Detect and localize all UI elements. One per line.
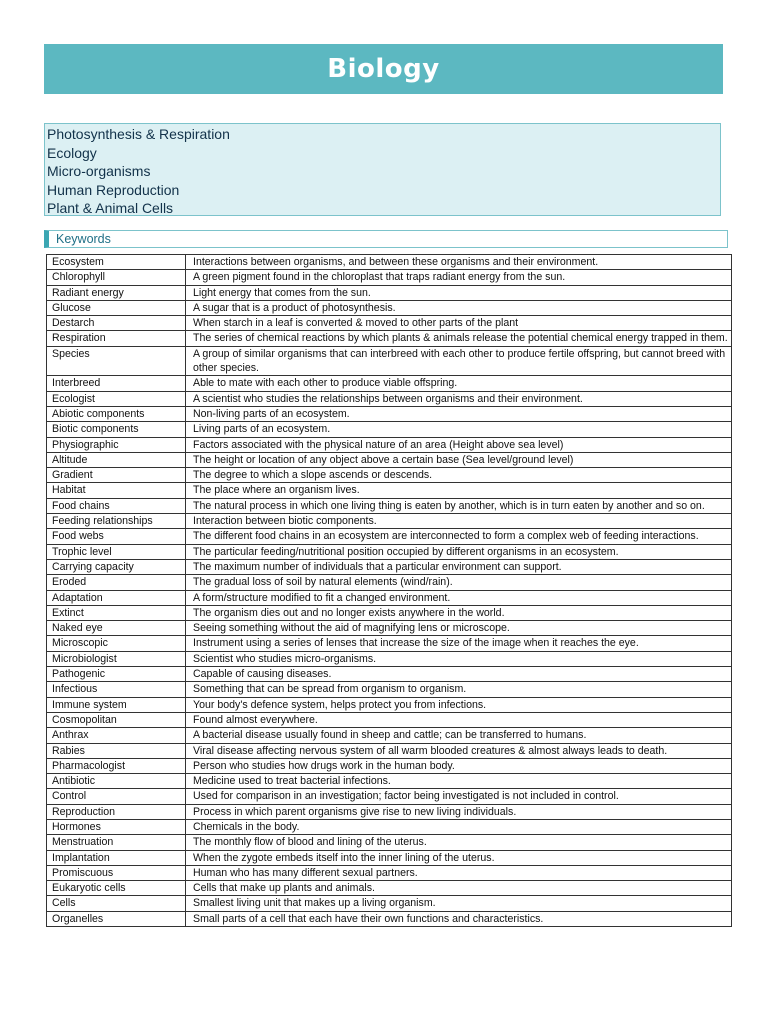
topic-item: Plant & Animal Cells bbox=[47, 200, 174, 217]
table-row bbox=[47, 300, 732, 315]
table-row bbox=[47, 483, 732, 498]
keywords-header bbox=[44, 230, 728, 248]
keyword-term: Gradient bbox=[47, 468, 186, 483]
table-row bbox=[47, 346, 732, 376]
keyword-term: Feeding relationships bbox=[47, 514, 186, 529]
keyword-definition: Light energy that comes from the sun. bbox=[186, 285, 732, 300]
table-row bbox=[47, 728, 732, 743]
table-row bbox=[47, 636, 732, 651]
keyword-term: Carrying capacity bbox=[47, 559, 186, 574]
keyword-term: Control bbox=[47, 789, 186, 804]
table-row bbox=[47, 697, 732, 712]
table-row bbox=[47, 819, 732, 834]
keyword-term: Reproduction bbox=[47, 804, 186, 819]
keyword-term: Microscopic bbox=[47, 636, 186, 651]
keyword-term: Immune system bbox=[47, 697, 186, 712]
keyword-term: Glucose bbox=[47, 300, 186, 315]
keyword-term: Habitat bbox=[47, 483, 186, 498]
keyword-definition: Used for comparison in an investigation; factor being investigated is not included in control. bbox=[186, 789, 732, 804]
table-row bbox=[47, 774, 732, 789]
page-title: Biology bbox=[327, 54, 440, 84]
keyword-term: Eroded bbox=[47, 575, 186, 590]
keyword-definition: Process in which parent organisms give rise to new living individuals. bbox=[186, 804, 732, 819]
keyword-term: Species bbox=[47, 346, 186, 376]
keyword-term: Promiscuous bbox=[47, 865, 186, 880]
keyword-definition: When the zygote embeds itself into the inner lining of the uterus. bbox=[186, 850, 732, 865]
keyword-term: Cells bbox=[47, 896, 186, 911]
keyword-definition: The organism dies out and no longer exists anywhere in the world. bbox=[186, 605, 732, 620]
keyword-definition: The place where an organism lives. bbox=[186, 483, 732, 498]
table-row bbox=[47, 255, 732, 270]
topic-item: Ecology bbox=[47, 144, 97, 161]
keyword-definition: Factors associated with the physical nature of an area (Height above sea level) bbox=[186, 437, 732, 452]
keyword-term: Food chains bbox=[47, 498, 186, 513]
keyword-term: Radiant energy bbox=[47, 285, 186, 300]
keyword-definition: The particular feeding/nutritional position occupied by different organisms in an ecosystem. bbox=[186, 544, 732, 559]
keyword-term: Organelles bbox=[47, 911, 186, 926]
table-row bbox=[47, 712, 732, 727]
table-row bbox=[47, 498, 732, 513]
keyword-term: Eukaryotic cells bbox=[47, 881, 186, 896]
table-row bbox=[47, 270, 732, 285]
keyword-definition: A sugar that is a product of photosynthesis. bbox=[186, 300, 732, 315]
table-row bbox=[47, 544, 732, 559]
keyword-definition: Living parts of an ecosystem. bbox=[186, 422, 732, 437]
table-row bbox=[47, 376, 732, 391]
table-row bbox=[47, 911, 732, 926]
table-row bbox=[47, 559, 732, 574]
keyword-definition: Person who studies how drugs work in the human body. bbox=[186, 758, 732, 773]
table-row bbox=[47, 575, 732, 590]
table-row bbox=[47, 758, 732, 773]
topics-box bbox=[44, 123, 721, 216]
table-row bbox=[47, 865, 732, 880]
keyword-term: Altitude bbox=[47, 452, 186, 467]
table-row bbox=[47, 316, 732, 331]
keywords-heading: Keywords bbox=[56, 232, 111, 246]
keyword-term: Interbreed bbox=[47, 376, 186, 391]
table-row bbox=[47, 667, 732, 682]
keyword-definition: The maximum number of individuals that a particular environment can support. bbox=[186, 559, 732, 574]
table-row bbox=[47, 881, 732, 896]
keyword-definition: A scientist who studies the relationships between organisms and their environment. bbox=[186, 391, 732, 406]
table-row bbox=[47, 285, 732, 300]
table-row bbox=[47, 850, 732, 865]
keyword-term: Infectious bbox=[47, 682, 186, 697]
keyword-definition: Instrument using a series of lenses that increase the size of the image when it reaches the eye. bbox=[186, 636, 732, 651]
keyword-definition: Chemicals in the body. bbox=[186, 819, 732, 834]
keyword-definition: Human who has many different sexual partners. bbox=[186, 865, 732, 880]
keyword-definition: The degree to which a slope ascends or descends. bbox=[186, 468, 732, 483]
keyword-definition: The natural process in which one living thing is eaten by another, which is in turn eaten by another and so on. bbox=[186, 498, 732, 513]
keyword-definition: Capable of causing diseases. bbox=[186, 667, 732, 682]
keyword-term: Trophic level bbox=[47, 544, 186, 559]
keywords-table bbox=[46, 254, 732, 927]
keyword-definition: Scientist who studies micro-organisms. bbox=[186, 651, 732, 666]
topic-item: Micro-organisms bbox=[47, 163, 151, 180]
keyword-definition: The height or location of any object above a certain base (Sea level/ground level) bbox=[186, 452, 732, 467]
keyword-definition: A bacterial disease usually found in sheep and cattle; can be transferred to humans. bbox=[186, 728, 732, 743]
keyword-term: Rabies bbox=[47, 743, 186, 758]
table-row bbox=[47, 896, 732, 911]
keyword-term: Pharmacologist bbox=[47, 758, 186, 773]
keyword-term: Menstruation bbox=[47, 835, 186, 850]
keyword-definition: The gradual loss of soil by natural elements (wind/rain). bbox=[186, 575, 732, 590]
table-row bbox=[47, 651, 732, 666]
table-row bbox=[47, 468, 732, 483]
keyword-definition: A green pigment found in the chloroplast that traps radiant energy from the sun. bbox=[186, 270, 732, 285]
keyword-term: Chlorophyll bbox=[47, 270, 186, 285]
keyword-term: Physiographic bbox=[47, 437, 186, 452]
table-row bbox=[47, 835, 732, 850]
keyword-term: Respiration bbox=[47, 331, 186, 346]
keyword-term: Biotic components bbox=[47, 422, 186, 437]
keyword-term: Abiotic components bbox=[47, 406, 186, 421]
table-row bbox=[47, 804, 732, 819]
table-row bbox=[47, 331, 732, 346]
table-row bbox=[47, 437, 732, 452]
table-row bbox=[47, 529, 732, 544]
keyword-term: Naked eye bbox=[47, 621, 186, 636]
keyword-term: Antibiotic bbox=[47, 774, 186, 789]
keyword-term: Food webs bbox=[47, 529, 186, 544]
keyword-term: Adaptation bbox=[47, 590, 186, 605]
table-row bbox=[47, 605, 732, 620]
table-row bbox=[47, 789, 732, 804]
table-row bbox=[47, 682, 732, 697]
keyword-term: Cosmopolitan bbox=[47, 712, 186, 727]
keyword-definition: Your body's defence system, helps protect you from infections. bbox=[186, 697, 732, 712]
keyword-definition: Non-living parts of an ecosystem. bbox=[186, 406, 732, 421]
keyword-definition: Interactions between organisms, and between these organisms and their environment. bbox=[186, 255, 732, 270]
keyword-definition: Smallest living unit that makes up a living organism. bbox=[186, 896, 732, 911]
table-row bbox=[47, 422, 732, 437]
keyword-term: Anthrax bbox=[47, 728, 186, 743]
topic-item: Photosynthesis & Respiration bbox=[47, 126, 230, 142]
keyword-definition: Small parts of a cell that each have their own functions and characteristics. bbox=[186, 911, 732, 926]
keyword-definition: The different food chains in an ecosystem are interconnected to form a complex web of feeding interactions. bbox=[186, 529, 732, 544]
keyword-term: Microbiologist bbox=[47, 651, 186, 666]
keyword-term: Ecologist bbox=[47, 391, 186, 406]
keyword-definition: The series of chemical reactions by which plants & animals release the potential chemical energy trapped in them. bbox=[186, 331, 732, 346]
keyword-definition: Seeing something without the aid of magnifying lens or microscope. bbox=[186, 621, 732, 636]
keyword-definition: Viral disease affecting nervous system of all warm blooded creatures & almost always leads to death. bbox=[186, 743, 732, 758]
keyword-definition: Cells that make up plants and animals. bbox=[186, 881, 732, 896]
keyword-definition: A group of similar organisms that can interbreed with each other to produce fertile offspring, but cannot breed with other species. bbox=[186, 346, 732, 376]
table-row bbox=[47, 621, 732, 636]
title-banner bbox=[44, 44, 723, 94]
keyword-definition: Able to mate with each other to produce viable offspring. bbox=[186, 376, 732, 391]
keyword-definition: When starch in a leaf is converted & moved to other parts of the plant bbox=[186, 316, 732, 331]
keyword-definition: Something that can be spread from organism to organism. bbox=[186, 682, 732, 697]
keyword-term: Implantation bbox=[47, 850, 186, 865]
table-row bbox=[47, 590, 732, 605]
keyword-definition: Medicine used to treat bacterial infections. bbox=[186, 774, 732, 789]
topic-item: Human Reproduction bbox=[47, 181, 180, 198]
keyword-term: Destarch bbox=[47, 316, 186, 331]
keyword-term: Ecosystem bbox=[47, 255, 186, 270]
keyword-definition: Found almost everywhere. bbox=[186, 712, 732, 727]
keyword-definition: A form/structure modified to fit a changed environment. bbox=[186, 590, 732, 605]
table-row bbox=[47, 452, 732, 467]
keyword-definition: Interaction between biotic components. bbox=[186, 514, 732, 529]
table-row bbox=[47, 406, 732, 421]
table-row bbox=[47, 743, 732, 758]
keyword-term: Hormones bbox=[47, 819, 186, 834]
table-row bbox=[47, 514, 732, 529]
table-row bbox=[47, 391, 732, 406]
keyword-term: Pathogenic bbox=[47, 667, 186, 682]
keyword-term: Extinct bbox=[47, 605, 186, 620]
keyword-definition: The monthly flow of blood and lining of the uterus. bbox=[186, 835, 732, 850]
